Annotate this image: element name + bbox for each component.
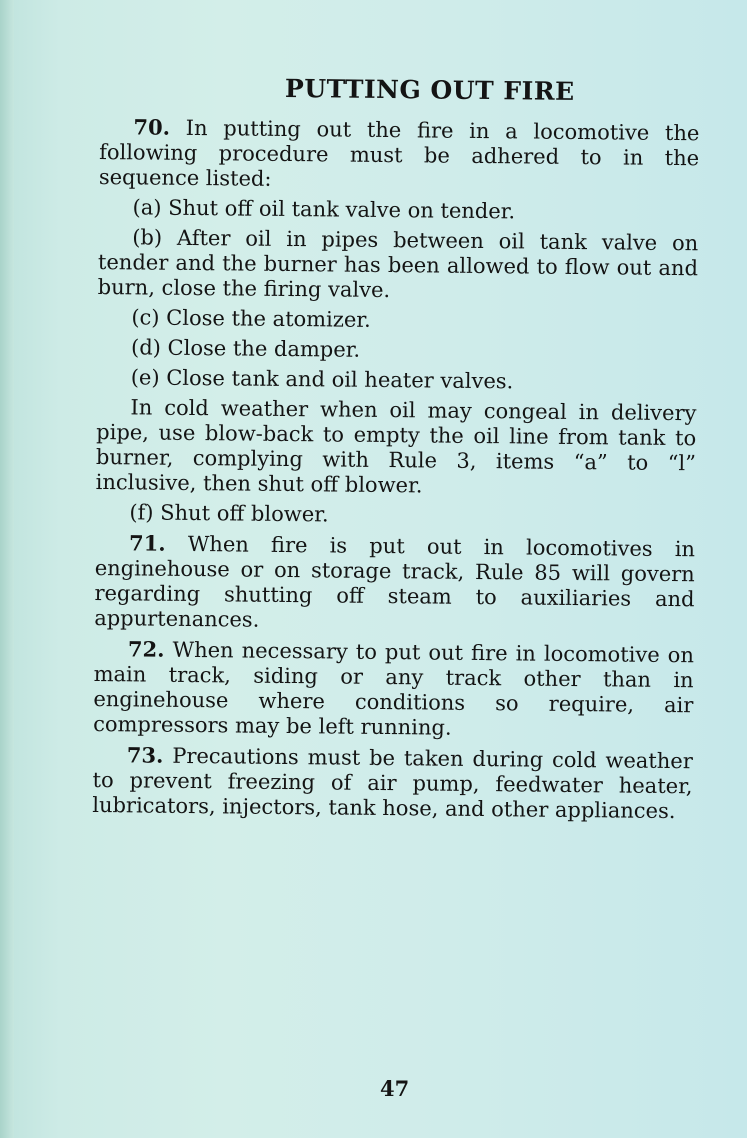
paragraph-70-text: In putting out the fire in a locomotive the following procedure must be adhered to in the sequence listed: — [98, 115, 700, 191]
step-a: (a) Shut off oil tank valve on tender. — [132, 195, 516, 224]
section-title: PUTTING OUT FIRE — [284, 73, 575, 106]
page-content — [92, 72, 700, 824]
paragraph-71 — [94, 530, 695, 637]
step-d: (d) Close the damper. — [130, 335, 361, 362]
step-f: (f) Shut off blower. — [129, 500, 329, 527]
step-e: (e) Close tank and oil heater valves. — [130, 365, 514, 394]
step-c: (c) Close the atomizer. — [131, 305, 371, 332]
cold-weather-note: In cold weather when oil may congeal in delivery pipe, use blow-back to empty the oil line from tank to burner, complying with Rule 3, items “a” to “l” inclusive, then shut off blower. — [95, 395, 697, 498]
rule-number-72: 72. — [127, 636, 165, 662]
page-edge — [0, 0, 14, 1138]
rule-number-73: 73. — [126, 742, 164, 768]
paragraph-73-text: Precautions must be taken during cold weather to prevent freezing of air pump, feedwater heater, lubricators, injectors, tank hose, and other appliances. — [92, 743, 693, 824]
paragraph-70 — [99, 114, 700, 196]
rule-number-71: 71. — [128, 530, 166, 556]
paragraph-72-text: When necessary to put out fire in locomotive on main track, siding or any track other than in enginehouse where conditions so require, air compressors may be left running. — [93, 637, 695, 740]
rule-number-70: 70. — [133, 114, 171, 140]
step-b: (b) After oil in pipes between oil tank valve on tender and the burner has been allowed to flow out and burn, close the firing valve. — [97, 225, 699, 303]
paragraph-72 — [93, 636, 694, 743]
page-number: 47 — [380, 1076, 410, 1101]
paragraph-71-text: When fire is put out in locomotives in enginehouse or on storage track, Rule 85 will govern regarding shutting off steam to auxiliaries and appurtenances. — [94, 531, 696, 632]
paragraph-73 — [92, 742, 693, 824]
